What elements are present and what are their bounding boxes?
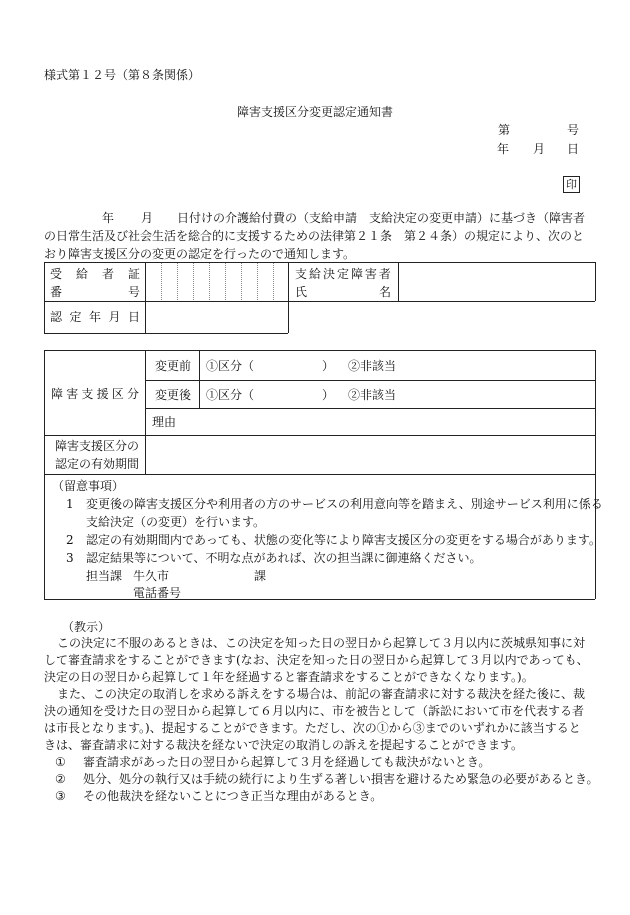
validity-period-label-b: 認定の有効期間: [55, 457, 140, 471]
instruction-item-1-number: ①: [55, 755, 66, 769]
note-3-line-1: 認定結果等について、不明な点があれば、次の担当課に御連絡ください。: [86, 551, 482, 565]
seal-mark: 印: [563, 176, 580, 193]
instruction-line-7: きは、審査請求に対する裁決を経ないで決定の取消しの訴えを提起することができます。: [44, 738, 524, 752]
intro-line-3: おり障害支援区分の変更の認定を行ったので通知します。: [44, 247, 356, 261]
instruction-line-6: は市長となります。)、提起することができます。ただし、次の①から③までのいずれかに該当すると: [44, 721, 581, 735]
contact-city: 牛久市: [133, 569, 170, 583]
header-dai: 第: [498, 123, 511, 137]
document-title: 障害支援区分変更認定通知書: [236, 105, 393, 119]
after-kubun-option: ①区分（: [206, 388, 255, 402]
header-tsuki: 月: [533, 142, 546, 156]
intro-nen: 年: [102, 211, 115, 225]
contact-section-label: 担当課: [86, 569, 123, 583]
instruction-item-1-text: 審査請求があった日の翌日から起算して３月を経過しても裁決がないとき。: [83, 755, 491, 769]
note-1-number: 1: [66, 497, 74, 511]
header-gou: 号: [567, 123, 580, 137]
note-3-number: 3: [66, 551, 74, 565]
contact-ka: 課: [254, 569, 267, 583]
note-1-line-2: 支給決定（の変更）を行います。: [86, 515, 266, 529]
instruction-heading: （教示）: [62, 620, 111, 634]
instruction-line-3: 決定の日の翌日から起算して１年を経過すると審査請求をすることができなくなります。)。: [44, 670, 534, 684]
header-hi: 日: [567, 142, 580, 156]
instruction-line-1: この決定に不服のあるときは、この決定を知った日の翌日から起算して３月以内に茨城県知事に対: [57, 636, 586, 650]
instruction-line-4: また、この決定の取消しを求める訴えをする場合は、前記の審査請求に対する裁決を経た後に、裁: [57, 687, 586, 701]
validity-period-label-a: 障害支援区分の: [55, 439, 140, 453]
after-close-paren: ）: [322, 388, 335, 402]
decision-person-label-a: 支 給 決 定 障 害 者: [295, 267, 391, 281]
before-close-paren: ）: [322, 359, 335, 373]
instruction-line-5: 決の通知を受けた日の翌日から起算して６月以内に、市を被告として（訴訟において市を代表する者: [44, 704, 585, 718]
before-kubun-option: ①区分（: [206, 359, 255, 373]
intro-line-1: 日付けの介護給付費の（支給申請 支給決定の変更申請）に基づき（障害者: [177, 211, 586, 225]
note-2-number: 2: [66, 533, 74, 547]
note-2-line-1: 認定の有効期間内であっても、状態の変化等により障害支援区分の変更をする場合があります。: [86, 533, 601, 547]
certification-date-label: 認 定 年 月 日: [50, 310, 140, 324]
instruction-item-2-text: 処分、処分の執行又は手続の続行により生ずる著しい損害を避けるため緊急の必要があるとき。: [83, 772, 599, 786]
form-number: 様式第１２号（第８条関係）: [44, 68, 201, 82]
header-nen: 年: [497, 142, 510, 156]
note-1-line-1: 変更後の障害支援区分や利用者の方のサービスの利用意向等を踏まえ、別途サービス利用に係る: [86, 497, 603, 511]
instruction-item-2-number: ②: [55, 772, 66, 786]
intro-line-2: の日常生活及び社会生活を総合的に支援するための法律第２１条 第２４条）の規定により、次のと: [44, 229, 585, 243]
recipient-number-label-b: 番 号: [50, 285, 140, 299]
instruction-item-3-number: ③: [55, 789, 66, 803]
before-non-applicable-option: ②非該当: [348, 359, 397, 373]
notes-heading: （留意事項）: [52, 479, 125, 493]
after-non-applicable-option: ②非該当: [348, 388, 397, 402]
after-label: 変更後: [155, 388, 192, 402]
recipient-number-label-a: 受 給 者 証: [50, 267, 140, 281]
category-label: 障 害 支 援 区 分: [51, 387, 139, 401]
contact-phone-label: 電話番号: [133, 586, 182, 600]
instruction-item-3-text: その他裁決を経ないことにつき正当な理由があるとき。: [83, 789, 383, 803]
instruction-line-2: して審査請求をすることができます(なお、決定を知った日の翌日から起算して３月以内であっても、: [44, 653, 589, 667]
intro-tsuki: 月: [141, 211, 154, 225]
before-label: 変更前: [155, 359, 192, 373]
decision-person-label-b: 氏 名: [295, 285, 391, 299]
reason-label: 理由: [152, 415, 177, 429]
